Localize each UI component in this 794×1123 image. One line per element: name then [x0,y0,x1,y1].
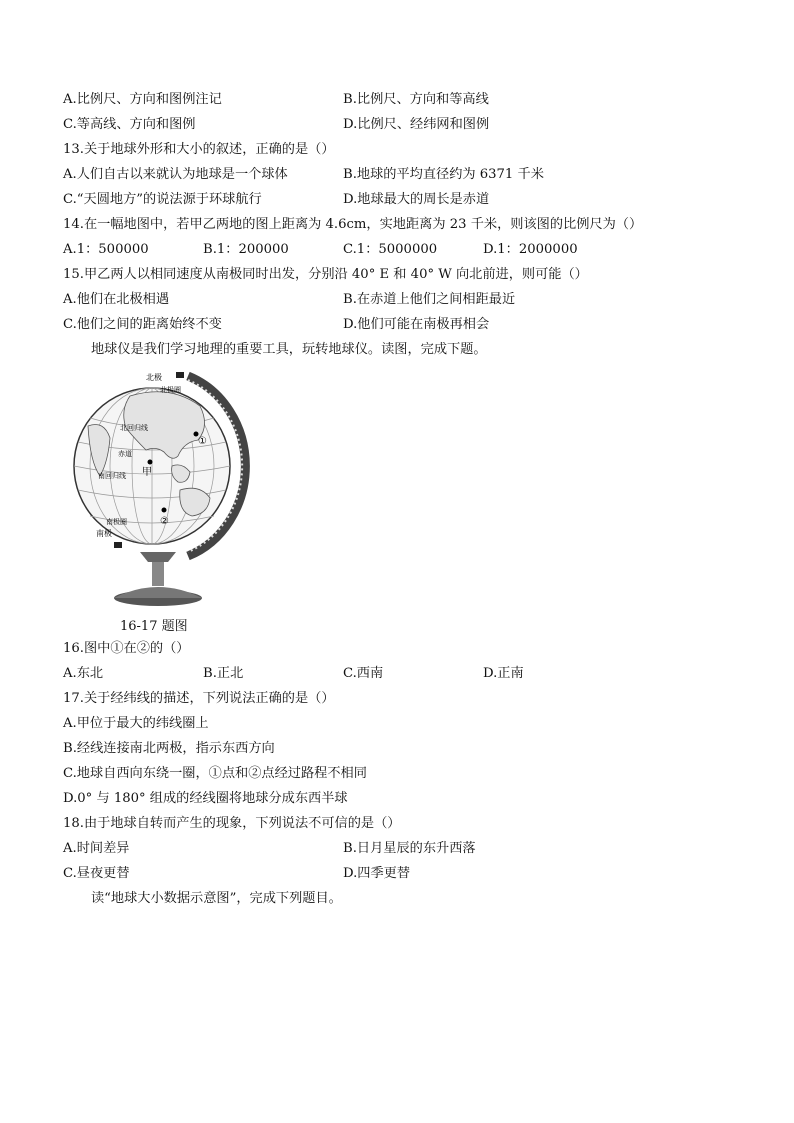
q12-option-a: A.比例尺、方向和图例注记 [63,92,222,107]
q16-option-a: A.东北 [63,666,104,681]
q18-option-c: C.昼夜更替 [63,866,130,881]
label-north-pole: 北极 [146,373,162,382]
q17-option-b: B.经线连接南北两极，指示东西方向 [63,741,275,756]
label-tropic-cancer: 北回归线 [120,424,148,432]
q17-option-a: A.甲位于最大的纬线圈上 [63,716,209,731]
q18-stem: 18.由于地球自转而产生的现象，下列说法不可信的是（） [63,816,401,831]
q17-stem: 17.关于经纬线的描述，下列说法正确的是（） [63,691,335,706]
q13-option-b: B.地球的平均直径约为 6371 千米 [343,167,544,182]
q18-option-a: A.时间差异 [63,841,130,856]
q14-option-d: D.1：2000000 [483,242,578,257]
q12-option-d: D.比例尺、经纬网和图例 [343,117,490,132]
figure-caption: 16-17 题图 [120,619,188,634]
globe-stem-top [140,552,176,562]
label-point-1: ① [198,436,207,447]
q13-stem: 13.关于地球外形和大小的叙述，正确的是（） [63,142,335,157]
q13-option-d: D.地球最大的周长是赤道 [343,192,490,207]
point-jia-marker [148,460,153,465]
label-south-pole: 南极 [96,529,112,538]
closing-instruction: 读“地球大小数据示意图”，完成下列题目。 [91,891,342,906]
label-equator: 赤道 [118,450,132,458]
point-2-marker [162,508,167,513]
q15-option-b: B.在赤道上他们之间相距最近 [343,292,516,307]
q15-stem: 15.甲乙两人以相同速度从南极同时出发，分别沿 40° E 和 40° W 向北前进，则可能（） [63,267,588,282]
q15-option-d: D.他们可能在南极再相会 [343,317,490,332]
label-antarctic-circle: 南极圈 [106,518,127,526]
q12-option-c: C.等高线、方向和图例 [63,117,196,132]
south-pole-pin [114,542,122,548]
q18-option-b: B.日月星辰的东升西落 [343,841,476,856]
q16-option-c: C.西南 [343,666,384,681]
q16-option-b: B.正北 [203,666,244,681]
q13-option-c: C.“天圆地方”的说法源于环球航行 [63,192,262,207]
globe-intro: 地球仪是我们学习地理的重要工具，玩转地球仪。读图，完成下题。 [91,342,487,357]
q15-option-c: C.他们之间的距离始终不变 [63,317,222,332]
globe-base-body [114,587,202,598]
q13-option-a: A.人们自古以来就认为地球是一个球体 [63,167,288,182]
q15-option-a: A.他们在北极相遇 [63,292,170,307]
q17-option-c: C.地球自西向东绕一圈，①点和②点经过路程不相同 [63,766,367,781]
label-tropic-capricorn: 南回归线 [98,472,126,480]
globe-illustration [60,366,250,606]
q16-option-d: D.正南 [483,666,524,681]
q12-option-b: B.比例尺、方向和等高线 [343,92,489,107]
q14-option-b: B.1：200000 [203,242,289,257]
q14-option-a: A.1：500000 [63,242,149,257]
north-pole-pin [176,372,184,378]
label-point-2: ② [160,516,169,527]
q14-stem: 14.在一幅地图中，若甲乙两地的图上距离为 4.6cm，实地距离为 23 千米，则该图的比例尺为（） [63,217,643,232]
q16-stem: 16.图中①在②的（） [63,641,190,656]
q18-option-d: D.四季更替 [343,866,411,881]
label-point-jia: 甲 [142,467,152,478]
globe-figure [60,366,250,606]
label-arctic-circle: 北极圈 [160,386,181,394]
q17-option-d: D.0° 与 180° 组成的经线圈将地球分成东西半球 [63,791,348,806]
q14-option-c: C.1：5000000 [343,242,438,257]
